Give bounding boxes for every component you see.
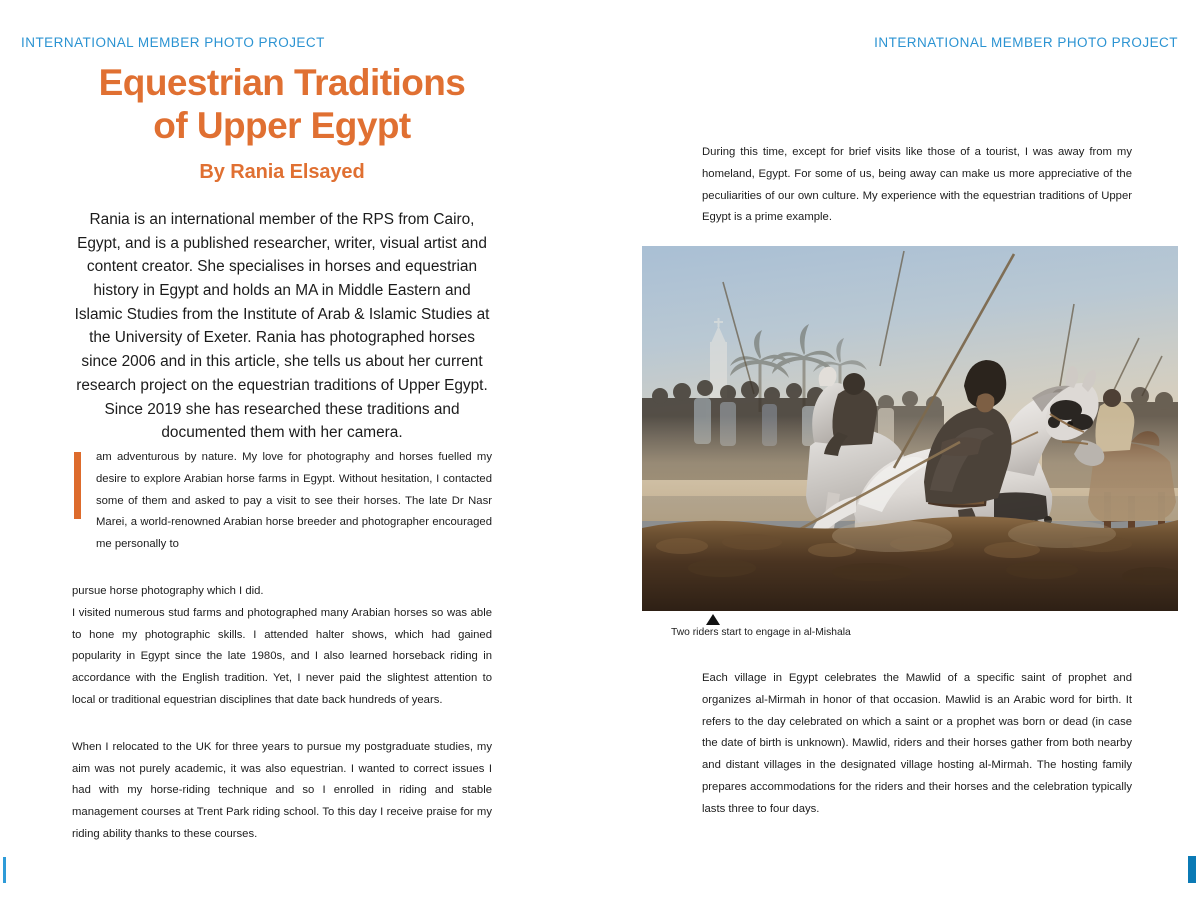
figure-caption: Two riders start to engage in al-Mishala [671, 627, 851, 638]
body-paragraph: During this time, except for brief visits like those of a tourist, I was away from my homeland, Egypt. For some of us, being away can make us more appreciative of the peculiarities of our own culture. My experience with the equestrian traditions of Upper Egypt is a prime example. [702, 146, 1132, 224]
body-paragraph: Each village in Egypt celebrates the Mawlid of a specific saint of prophet and organizes al-Mirmah in honor of that occasion. Mawlid is an Arabic word for birth. It refers to the day celebrated on which a saint or a prophet was born or dead (in case the date of birth is unknown). Mawlid, riders and their horses gather from both nearby and distant villages in the designated village hosting al-Mirmah. The hosting family prepares accommodations for the riders and their horses and the celebration typically lasts three to four days. [702, 672, 1132, 815]
running-header-right: INTERNATIONAL MEMBER PHOTO PROJECT [874, 35, 1178, 50]
body-paragraph: I visited numerous stud farms and photographed many Arabian horses so was able to hone my photographic skills. I attended halter shows, which had gained popularity in Egypt since the late 1980s, and I also learned horseback riding in accordance with the English tradition. Yet, I never paid the slightest attention to local or traditional equestrian disciplines that date back hundreds of years. [72, 606, 492, 706]
body-paragraph: When I relocated to the UK for three years to pursue my postgraduate studies, my aim was not purely academic, it was also equestrian. I wanted to correct issues I had with my horse-riding technique and so I enrolled in riding and stable management courses at Trent Park riding school. To this day I receive praise for my riding ability thanks to these courses. [72, 740, 492, 840]
title-line-2: of Upper Egypt [153, 104, 411, 146]
photo-equestrian-al-mishala [642, 246, 1178, 611]
title-line-1: Equestrian Traditions [98, 62, 466, 103]
dropcap-rule-icon [74, 452, 81, 519]
page-title [72, 62, 492, 148]
standfirst: Rania is an international member of the RPS from Cairo, Egypt, and is a published researcher, writer, visual artist and content creator. She specialises in horses and equestrian history in Egypt and holds an MA in Middle Eastern and Islamic Studies from the Institute of Arab & Islamic Studies at the University of Exeter. Rania has photographed horses since 2006 and in this article, she tells us about her current research project on the equestrian traditions of Upper Egypt. Since 2019 she has researched these traditions and documented them with her camera. [74, 210, 490, 442]
body-paragraph: am adventurous by nature. My love for photography and horses fuelled my desire to explore Arabian horse farms in Egypt. Without hesitation, I contacted some of them and asked to pay a visit to see their horses. The late Dr Nasr Marei, a world-renowned Arabian horse breeder and photographer encouraged me personally to [96, 451, 492, 551]
page-edge-tick-left [3, 857, 6, 883]
right-column-body-lower [702, 668, 1132, 821]
first-paragraph-block [72, 447, 492, 603]
caption-marker-icon [706, 614, 720, 625]
byline: By Rania Elsayed [199, 160, 365, 183]
figure [642, 246, 1178, 638]
left-column-body [72, 447, 492, 846]
title-block [72, 62, 492, 445]
running-header-left: INTERNATIONAL MEMBER PHOTO PROJECT [21, 35, 325, 50]
body-paragraph: pursue horse photography which I did. [72, 584, 264, 597]
page-edge-tick-right [1188, 856, 1196, 883]
right-column-body-upper [702, 142, 1132, 229]
